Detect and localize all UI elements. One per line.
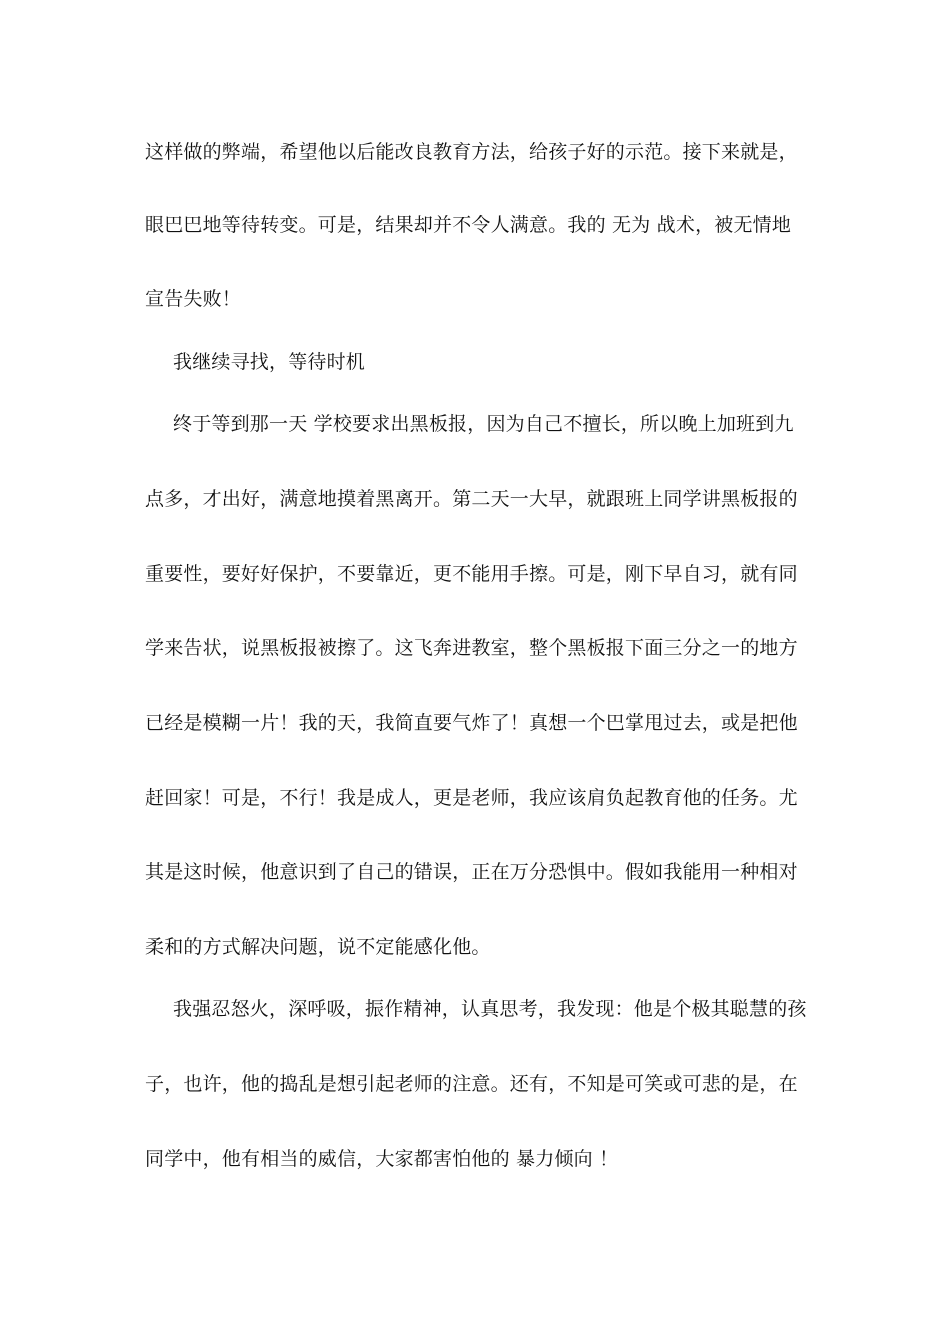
text-line: 其是这时候，他意识到了自己的错误，正在万分恐惧中。假如我能用一种相对: [145, 861, 798, 883]
text-line: 子，也许，他的捣乱是想引起老师的注意。还有，不知是可笑或可悲的是，在: [145, 1073, 798, 1095]
paragraph-heading: 我继续寻找，等待时机: [173, 351, 366, 373]
text-line: 点多，才出好，满意地摸着黑离开。第二天一大早，就跟班上同学讲黑板报的: [145, 488, 798, 510]
text-line: 同学中，他有相当的威信，大家都害怕他的 暴力倾向 ！: [145, 1148, 619, 1170]
text-line: 眼巴巴地等待转变。可是，结果却并不令人满意。我的 无为 战术，被无情地: [145, 214, 792, 236]
text-line: 宣告失败！: [145, 288, 242, 310]
text-line: 终于等到那一天 学校要求出黑板报，因为自己不擅长，所以晚上加班到九: [173, 413, 794, 435]
text-line: 我强忍怒火，深呼吸，振作精神，认真思考，我发现：他是个极其聪慧的孩: [173, 998, 807, 1020]
text-line: 已经是模糊一片！我的天，我简直要气炸了！真想一个巴掌甩过去，或是把他: [145, 712, 798, 734]
text-line: 这样做的弊端，希望他以后能改良教育方法，给孩子好的示范。接下来就是，: [145, 141, 798, 163]
text-line: 赶回家！可是，不行！我是成人，更是老师，我应该肩负起教育他的任务。尤: [145, 787, 798, 809]
text-line: 重要性，要好好保护，不要靠近，更不能用手擦。可是，刚下早自习，就有同: [145, 563, 798, 585]
text-line: 学来告状，说黑板报被擦了。这飞奔进教室，整个黑板报下面三分之一的地方: [145, 637, 798, 659]
text-line: 柔和的方式解决问题，说不定能感化他。: [145, 936, 491, 958]
